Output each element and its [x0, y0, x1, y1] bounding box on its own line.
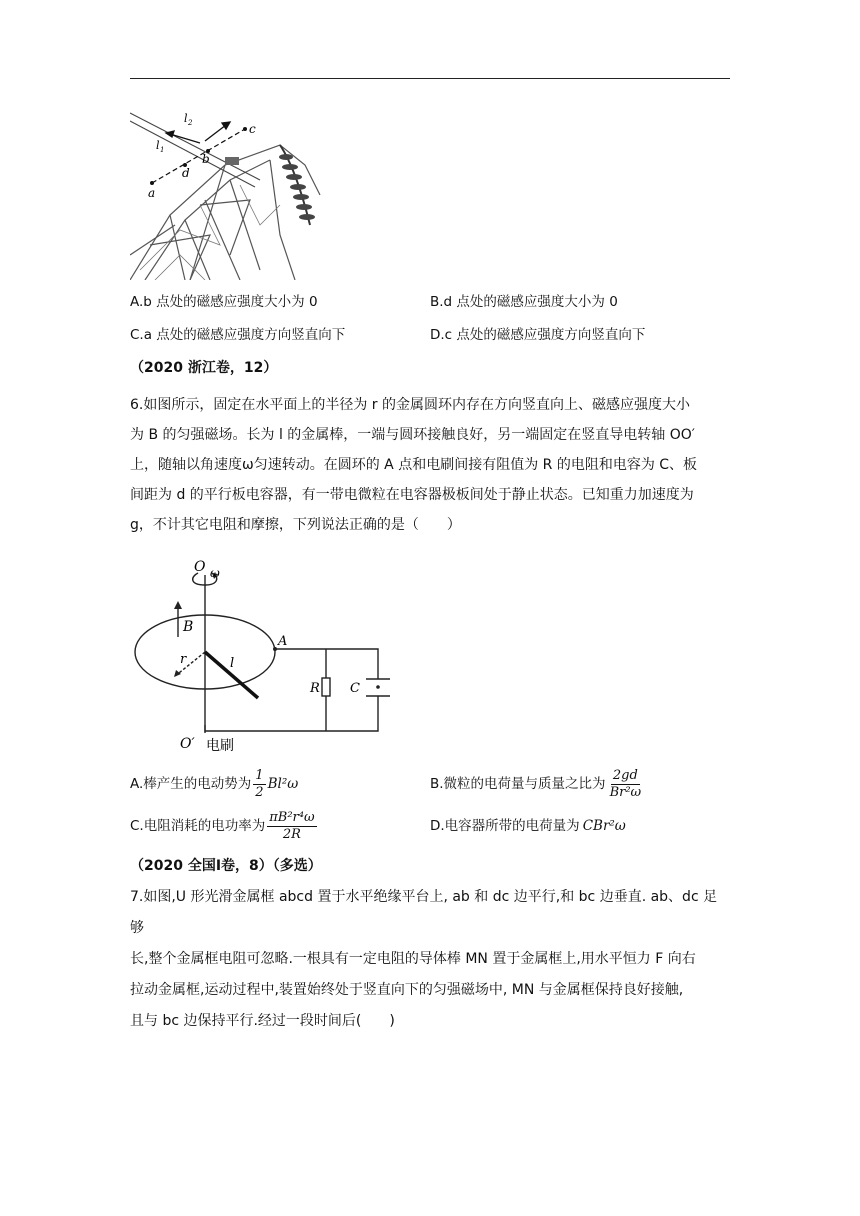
q6-option-b-text: B.微粒的电荷量与质量之比为	[430, 776, 606, 792]
fraction-numerator: 2gd	[612, 767, 638, 783]
q6-option-a-fraction	[253, 768, 265, 801]
q7-line: 长,整个金属框电阻可忽略.一根具有一定电阻的导体棒 MN 置于金属框上,用水平恒力 F 向右	[130, 951, 696, 967]
label-a: a	[148, 186, 156, 200]
label-b: b	[202, 152, 210, 166]
label-l1: l	[156, 139, 160, 152]
q5-source: （2020 浙江卷，12）	[130, 360, 278, 376]
q6-option-d	[430, 806, 626, 846]
label-l2: l	[184, 112, 188, 125]
q6-line: 为 B 的匀强磁场。长为 l 的金属棒，一端与圆环接触良好，另一端固定在竖直导电转轴 OO′	[130, 427, 695, 443]
q6-line: g，不计其它电阻和摩擦，下列说法正确的是（ ）	[130, 517, 461, 533]
q7-line: 拉动金属框,运动过程中,装置始终处于竖直向下的匀强磁场中, MN 与金属框保持良好接触,	[130, 982, 684, 998]
q5-option-a: A.b 点处的磁感应强度大小为 0	[130, 294, 318, 310]
label-R: R	[310, 681, 320, 696]
power-tower-figure	[130, 105, 325, 280]
q6-line: 上，随轴以角速度ω匀速转动。在圆环的 A 点和电刷间接有阻值为 R 的电阻和电容为 C、板	[130, 457, 698, 473]
q5-option-b: B.d 点处的磁感应强度大小为 0	[430, 294, 618, 310]
q5-option-d: D.c 点处的磁感应强度方向竖直向下	[430, 327, 646, 343]
q6-option-c	[130, 806, 319, 846]
q6-option-d-text: D.电容器所带的电荷量为	[430, 818, 580, 834]
q7-line: 且与 bc 边保持平行.经过一段时间后( )	[130, 1013, 395, 1029]
q6-option-c-fraction	[267, 810, 316, 843]
label-l1-sub: 1	[160, 146, 165, 154]
label-l2-sub: 2	[188, 119, 193, 127]
fraction-denominator: Br²ω	[609, 784, 642, 800]
q6-option-c-text: C.电阻消耗的电功率为	[130, 818, 266, 834]
label-A: A	[278, 634, 288, 649]
fraction-denominator: 2R	[282, 826, 301, 842]
label-B: B	[183, 619, 194, 635]
q6-option-a	[130, 764, 298, 804]
q6-option-a-text: A.棒产生的电动势为	[130, 776, 252, 792]
label-C: C	[350, 681, 360, 696]
q7-stem	[130, 882, 730, 1037]
label-brush: 电刷	[206, 738, 234, 754]
q6-option-d-tail: CBr²ω	[582, 818, 626, 834]
q6-option-b-fraction	[608, 768, 644, 801]
q5-option-c: C.a 点处的磁感应强度方向竖直向下	[130, 327, 346, 343]
q6-option-a-tail: Bl²ω	[267, 776, 299, 792]
fraction-numerator: πB²r⁴ω	[269, 809, 315, 825]
label-omega: ω	[210, 566, 220, 580]
label-l: l	[230, 656, 235, 671]
header-rule	[130, 78, 730, 79]
fraction-denominator: 2	[255, 784, 264, 800]
label-O-prime: O′	[180, 736, 195, 752]
label-r: r	[180, 652, 187, 667]
label-c: c	[249, 122, 256, 136]
q6-line: 6.如图所示，固定在水平面上的半径为 r 的金属圆环内存在方向竖直向上、磁感应强度大小	[130, 397, 691, 413]
q7-line: 7.如图,U 形光滑金属框 abcd 置于水平绝缘平台上, ab 和 dc 边平行,和 bc 边垂直. ab、dc 足够	[130, 889, 718, 936]
rotating-rod-circuit-figure	[130, 555, 420, 755]
fraction-numerator: 1	[255, 767, 264, 783]
q6-source: （2020 全国Ⅰ卷，8）（多选）	[130, 858, 322, 874]
label-d: d	[182, 166, 190, 180]
q6-line: 间距为 d 的平行板电容器，有一带电微粒在电容器极板间处于静止状态。已知重力加速度为	[130, 487, 694, 503]
q6-stem	[130, 390, 730, 540]
label-O: O	[194, 559, 206, 575]
q6-option-b	[430, 764, 645, 804]
